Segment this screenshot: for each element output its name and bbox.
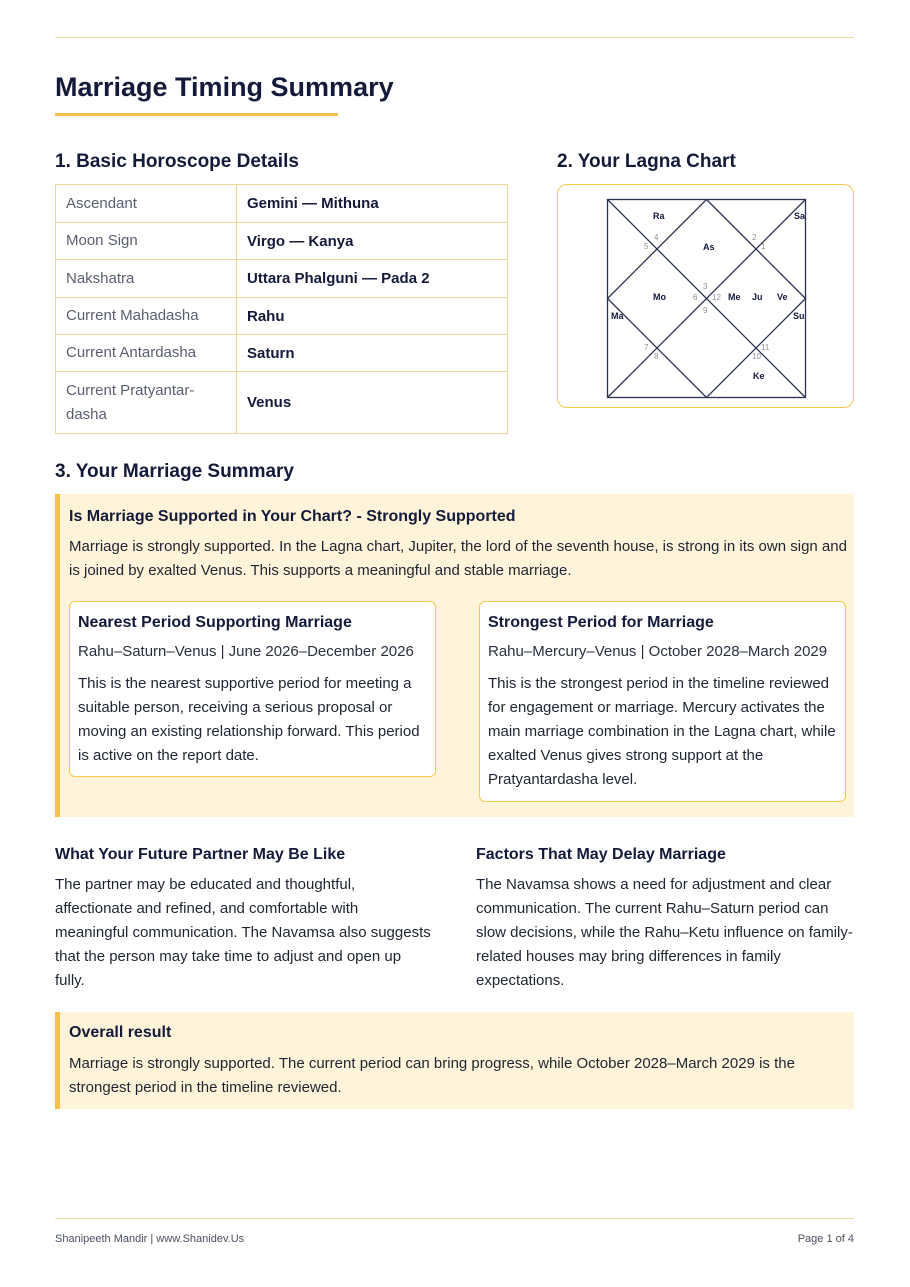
planet-label: Ra xyxy=(653,211,665,221)
house-number: 1 xyxy=(761,242,766,251)
detail-value: Virgo — Kanya xyxy=(237,223,508,260)
table-row xyxy=(56,260,508,298)
nearest-period-dates: Rahu–Saturn–Venus | June 2026–December 2026 xyxy=(78,643,414,660)
table-row xyxy=(56,298,508,335)
planet-label: Su xyxy=(793,311,805,321)
house-number: 10 xyxy=(752,352,761,361)
planet-label: Mo xyxy=(653,292,666,302)
detail-label: Ascendant xyxy=(56,185,237,223)
title-underline xyxy=(55,113,338,116)
footer-rule xyxy=(55,1218,854,1219)
partner-text: The partner may be educated and thoughtful, affectionate and refined, and comfortable with meaningful communication. The Navamsa also suggests that the person may take time to adjust and open up fully. xyxy=(55,876,431,989)
detail-value: Uttara Phalguni — Pada 2 xyxy=(237,260,508,298)
house-number: 5 xyxy=(644,242,649,251)
house-number: 9 xyxy=(703,306,708,315)
overall-result-panel xyxy=(55,1012,854,1109)
nearest-period-card xyxy=(69,601,436,777)
nearest-period-title: Nearest Period Supporting Marriage xyxy=(78,614,352,631)
planet-label: Ma xyxy=(611,311,624,321)
house-number: 2 xyxy=(752,233,757,242)
section1-heading: 1. Basic Horoscope Details xyxy=(55,151,299,172)
house-number: 4 xyxy=(654,233,659,242)
support-heading: Is Marriage Supported in Your Chart? - Strongly Supported xyxy=(69,508,516,525)
marriage-summary-panel xyxy=(55,494,854,817)
lagna-chart-diagram xyxy=(558,185,855,409)
detail-label: Nakshatra xyxy=(56,260,237,298)
detail-label: Current Pratyantar-dasha xyxy=(56,372,237,434)
support-text: Marriage is strongly supported. In the Lagna chart, Jupiter, the lord of the seventh house, is strong in its own sign and is joined by exalted Venus. This supports a meaningful and stable marriage. xyxy=(69,538,847,579)
planet-label: Ve xyxy=(777,292,788,302)
strongest-period-title: Strongest Period for Marriage xyxy=(488,614,714,631)
strongest-period-card xyxy=(479,601,846,802)
house-number: 11 xyxy=(761,343,770,352)
section2-heading: 2. Your Lagna Chart xyxy=(557,151,736,172)
detail-label: Current Mahadasha xyxy=(56,298,237,335)
table-row xyxy=(56,335,508,372)
delay-section xyxy=(476,844,854,993)
partner-section xyxy=(55,844,433,993)
delay-title: Factors That May Delay Marriage xyxy=(476,846,726,863)
detail-value: Gemini — Mithuna xyxy=(237,185,508,223)
partner-title: What Your Future Partner May Be Like xyxy=(55,846,346,863)
strongest-period-text: This is the strongest period in the timeline reviewed for engagement or marriage. Mercury activates the main marriage combination in the Lagna chart, while exalted Venus gives strong support at the Pratyantardasha level. xyxy=(488,675,836,788)
house-number: 6 xyxy=(693,293,698,302)
detail-value: Rahu xyxy=(237,298,508,335)
detail-value: Saturn xyxy=(237,335,508,372)
section3-heading: 3. Your Marriage Summary xyxy=(55,461,295,482)
strongest-period-dates: Rahu–Mercury–Venus | October 2028–March 2029 xyxy=(488,643,828,660)
page-number: Page 1 of 4 xyxy=(797,1233,854,1245)
horoscope-details-table xyxy=(55,184,508,434)
table-row xyxy=(56,185,508,223)
house-number: 12 xyxy=(712,293,721,302)
nearest-period-text: This is the nearest supportive period for meeting a suitable person, receiving a serious proposal or moving an existing relationship forward. This period is active on the report date. xyxy=(78,675,420,764)
planet-label: As xyxy=(703,242,715,252)
delay-text: The Navamsa shows a need for adjustment and clear communication. The current Rahu–Saturn period can slow decisions, while the Rahu–Ketu influence on family-related houses may bring differences in family expectations. xyxy=(476,876,853,989)
lagna-chart xyxy=(557,184,854,408)
overall-text: Marriage is strongly supported. The current period can bring progress, while October 2028–March 2029 is the strongest period in the timeline reviewed. xyxy=(69,1055,795,1096)
detail-label: Current Antardasha xyxy=(56,335,237,372)
house-number: 7 xyxy=(644,343,649,352)
table-row xyxy=(56,223,508,260)
house-number: 8 xyxy=(654,352,659,361)
table-row xyxy=(56,372,508,434)
planet-label: Ke xyxy=(753,371,765,381)
footer-site: Shanipeeth Mandir | www.Shanidev.Us xyxy=(55,1233,245,1245)
planet-label: Me xyxy=(728,292,741,302)
planet-label: Sa xyxy=(794,211,806,221)
top-rule xyxy=(55,37,854,38)
planet-label: Ju xyxy=(752,292,763,302)
detail-value: Venus xyxy=(237,372,508,434)
detail-label: Moon Sign xyxy=(56,223,237,260)
overall-title: Overall result xyxy=(69,1024,172,1041)
house-number: 3 xyxy=(703,282,708,291)
page-title: Marriage Timing Summary xyxy=(55,72,394,102)
